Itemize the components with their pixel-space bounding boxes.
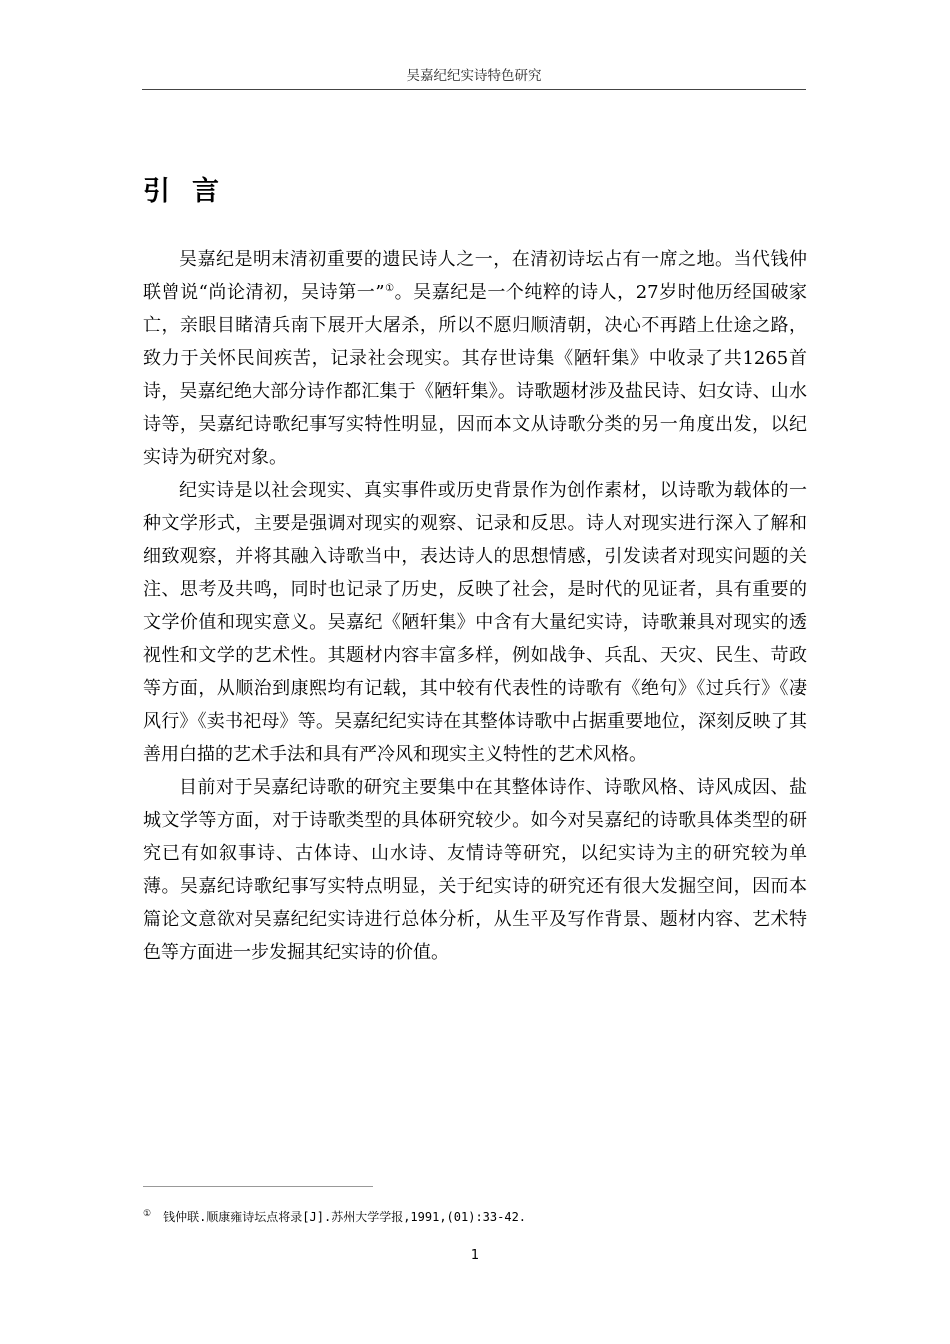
page-number: 1 — [470, 1248, 480, 1263]
running-header: 吴嘉纪纪实诗特色研究 — [406, 68, 542, 84]
header-divider — [142, 89, 806, 90]
footnote-reference[interactable]: ① — [384, 283, 395, 294]
section-title: 引言 — [143, 176, 241, 207]
paragraph-1 — [143, 243, 807, 474]
footnote — [143, 1208, 807, 1226]
paragraph-1-part-a: 吴嘉纪是明末清初重要的遗民诗人之一，在清初诗坛占有一席之地。当代钱仲联曾说“尚论清初，吴诗第一” — [143, 249, 807, 303]
paragraph-1-part-b: 。吴嘉纪是一个纯粹的诗人，27岁时他历经国破家亡，亲眼目睹清兵南下展开大屠杀，所以不愿归顺清朝，决心不再踏上仕途之路，致力于关怀民间疾苦，记录社会现实。其存世诗集《陋轩集》中收录了共1265首诗，吴嘉纪绝大部分诗作都汇集于《陋轩集》。诗歌题材涉及盐民诗、妇女诗、山水诗等，吴嘉纪诗歌纪事写实特性明显，因而本文从诗歌分类的另一角度出发，以纪实诗为研究对象。 — [143, 282, 807, 468]
paragraph-2: 纪实诗是以社会现实、真实事件或历史背景作为创作素材，以诗歌为载体的一种文学形式，主要是强调对现实的观察、记录和反思。诗人对现实进行深入了解和细致观察，并将其融入诗歌当中，表达诗人的思想情感，引发读者对现实问题的关注、思考及共鸣，同时也记录了历史，反映了社会，是时代的见证者，具有重要的文学价值和现实意义。吴嘉纪《陋轩集》中含有大量纪实诗，诗歌兼具对现实的透视性和文学的艺术性。其题材内容丰富多样，例如战争、兵乱、天灾、民生、苛政等方面，从顺治到康熙均有记载，其中较有代表性的诗歌有《绝句》《过兵行》《凄风行》《卖书祀母》等。吴嘉纪纪实诗在其整体诗歌中占据重要地位，深刻反映了其善用白描的艺术手法和具有严冷风和现实主义特性的艺术风格。 — [143, 480, 807, 765]
footnote-text: 钱仲联.顺康雍诗坛点将录[J].苏州大学学报,1991,(01):33-42. — [163, 1210, 527, 1224]
paragraph-3: 目前对于吴嘉纪诗歌的研究主要集中在其整体诗作、诗歌风格、诗风成因、盐城文学等方面，对于诗歌类型的具体研究较少。如今对吴嘉纪的诗歌具体类型的研究已有如叙事诗、古体诗、山水诗、友情诗等研究，以纪实诗为主的研究较为单薄。吴嘉纪诗歌纪事写实特点明显，关于纪实诗的研究还有很大发掘空间，因而本篇论文意欲对吴嘉纪纪实诗进行总体分析，从生平及写作背景、题材内容、艺术特色等方面进一步发掘其纪实诗的价值。 — [143, 777, 807, 963]
footnote-mark: ① — [143, 1209, 152, 1219]
footnote-divider — [143, 1186, 373, 1187]
body-text — [143, 243, 807, 969]
